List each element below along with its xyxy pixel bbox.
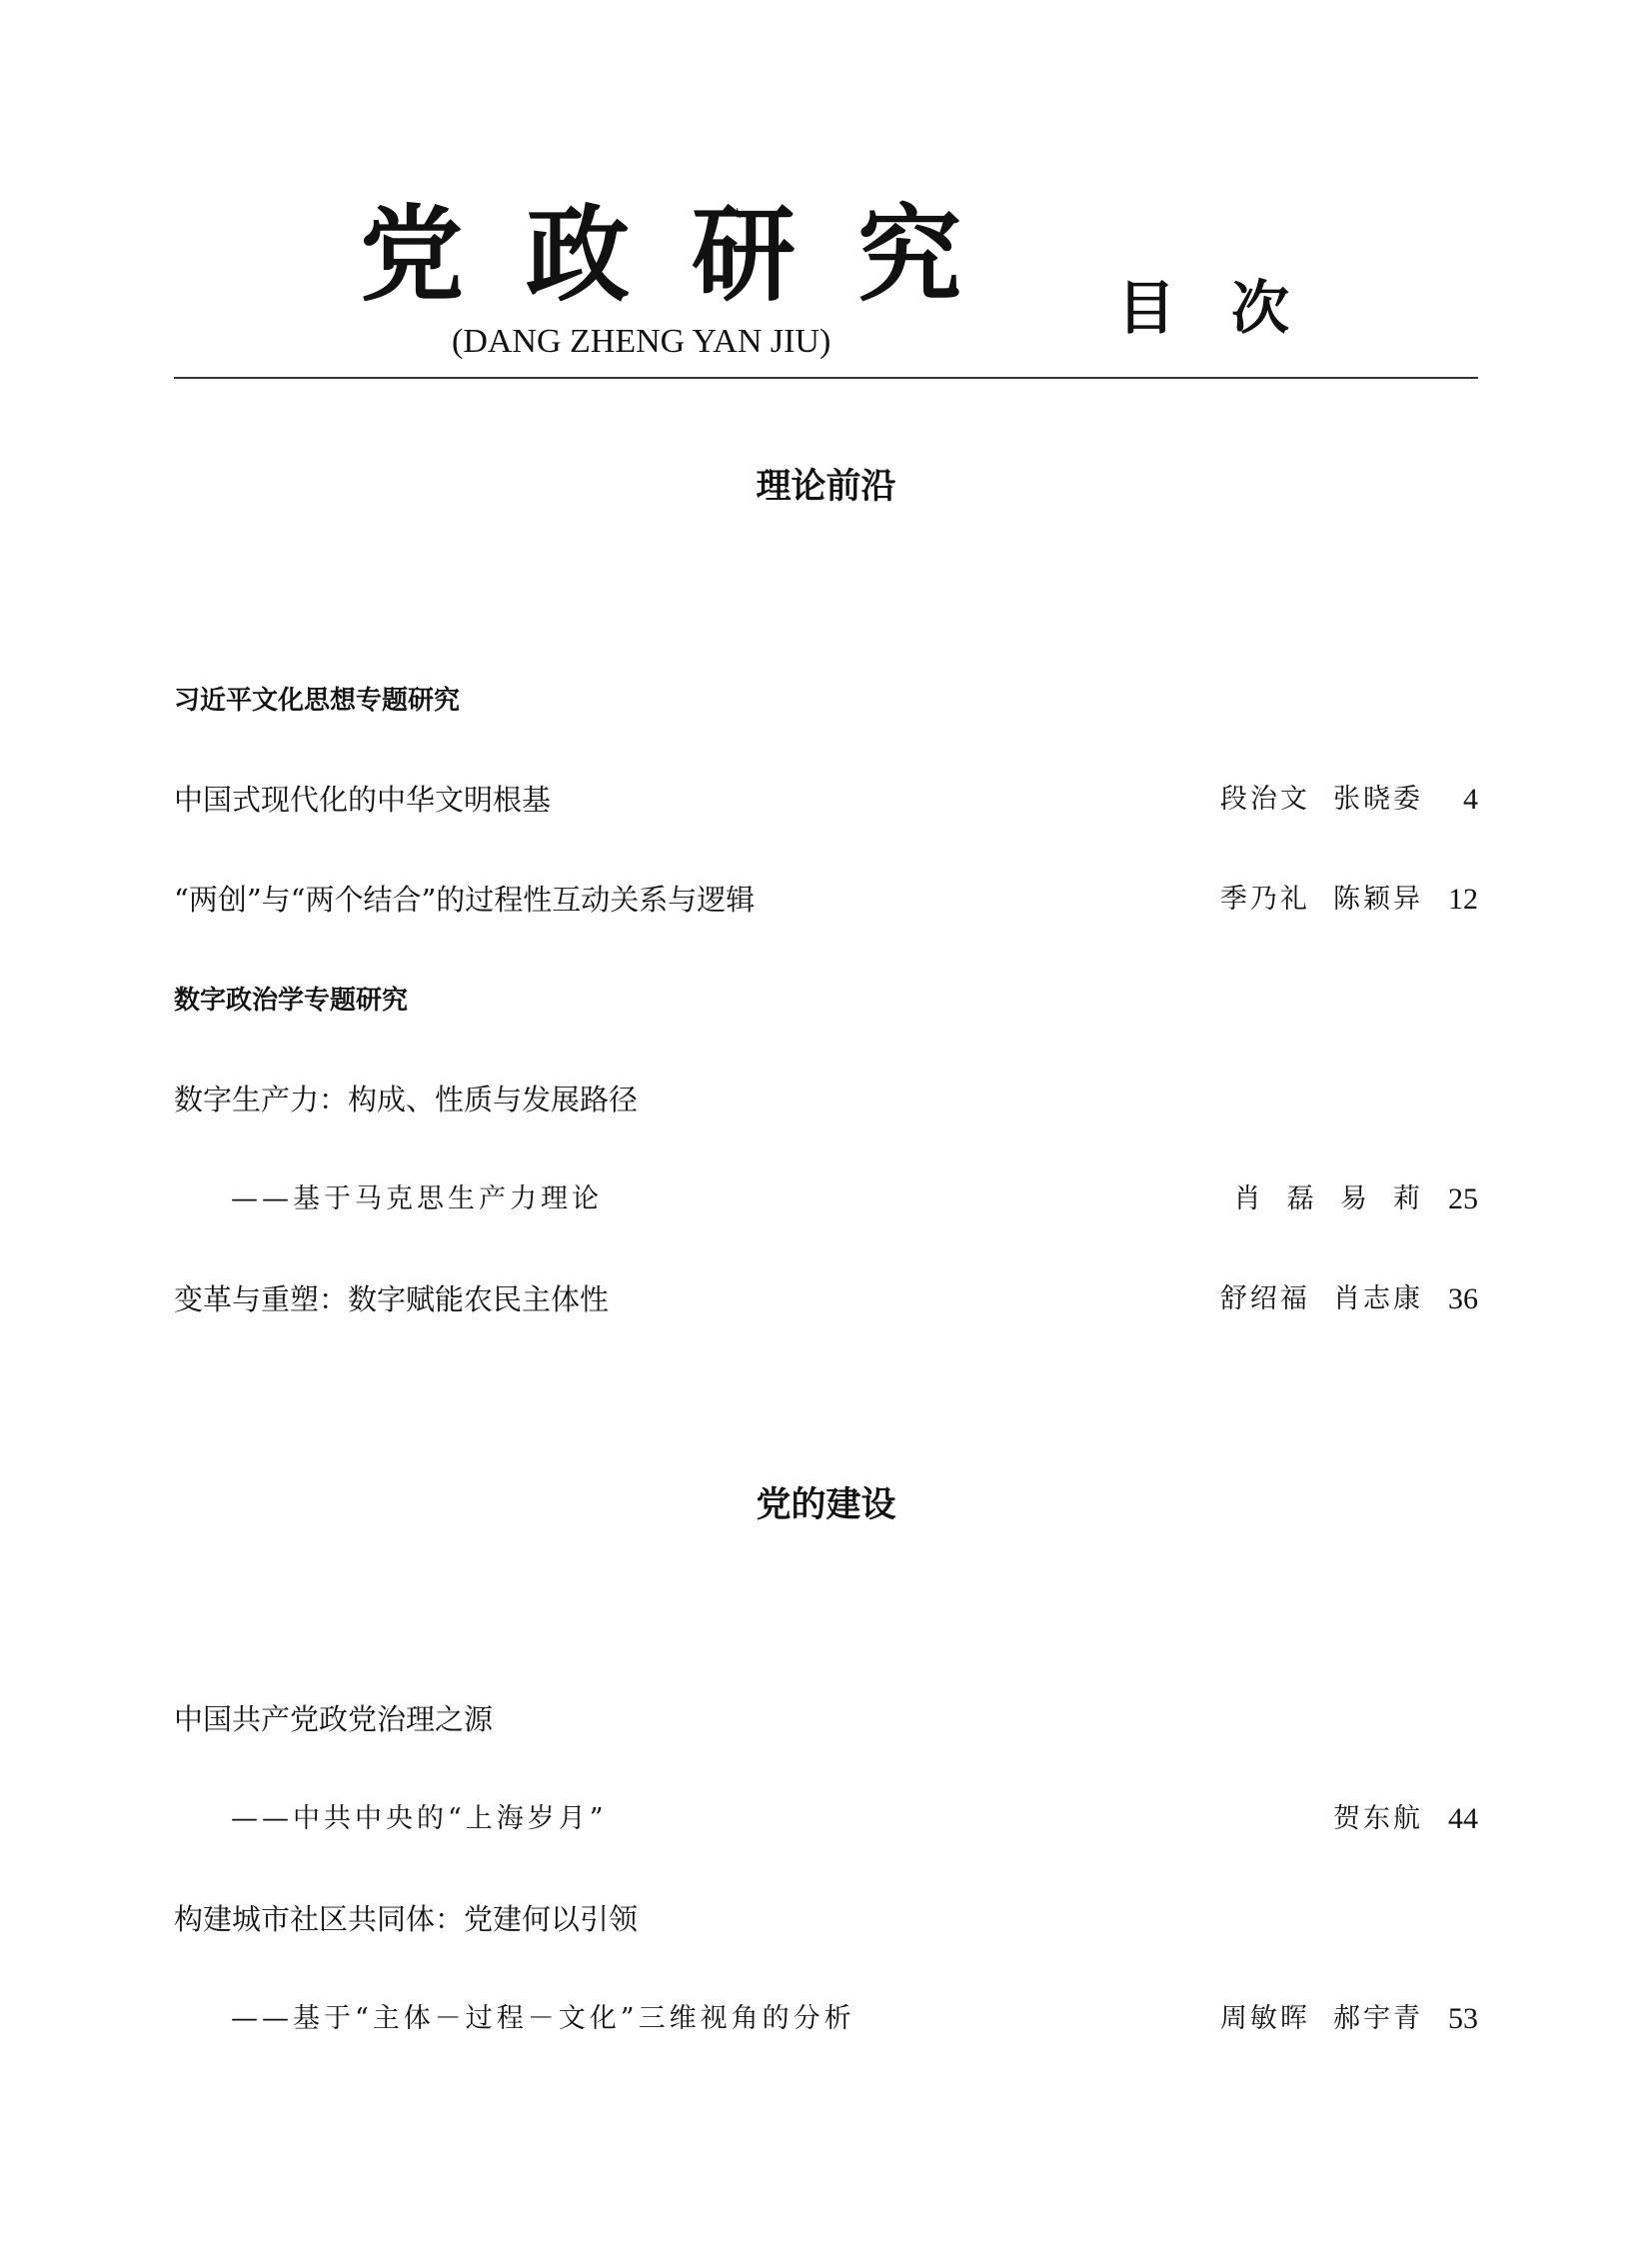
subsection-heading-digital: 数字政治学专题研究 [174,986,409,1016]
article-title[interactable]: 构建城市社区共同体：党建何以引领 [174,1902,639,1936]
subsection-heading-culture: 习近平文化思想专题研究 [174,686,461,716]
toc-entry-subtitle-line[interactable] [174,1999,1478,2039]
toc-entry[interactable] [174,1899,1478,1939]
journal-pinyin: (DANG ZHENG YAN JIU) [452,323,831,360]
article-authors: 段治文 张晓委 [1219,784,1423,815]
article-subtitle[interactable]: ——基于“主体－过程－文化”三维视角的分析 [231,2003,855,2034]
article-title[interactable]: 数字生产力：构成、性质与发展路径 [174,1083,639,1117]
page-number: 4 [1463,783,1478,816]
page-number: 12 [1448,883,1478,916]
article-title[interactable]: “两创”与“两个结合”的过程性互动关系与逻辑 [174,883,756,917]
article-subtitle[interactable]: ——基于马克思生产力理论 [231,1183,603,1214]
article-authors: 贺东航 [1333,1803,1423,1834]
journal-title: 党政研究 [360,193,1024,316]
toc-entry[interactable] [174,780,1478,820]
article-authors: 肖 磊 易 莉 [1233,1183,1423,1214]
toc-entry-subtitle-line[interactable] [174,1179,1478,1219]
toc-entry[interactable] [174,1279,1478,1319]
toc-label: 目次 [1117,274,1346,342]
article-subtitle[interactable]: ——中共中央的“上海岁月” [231,1803,608,1834]
toc-entry-subtitle-line[interactable] [174,1799,1478,1839]
article-title[interactable]: 中国共产党政党治理之源 [174,1702,494,1736]
article-title[interactable]: 变革与重塑：数字赋能农民主体性 [174,1282,610,1316]
section-heading-theory: 理论前沿 [756,467,896,507]
toc-entry[interactable] [174,880,1478,920]
page-number: 44 [1448,1802,1478,1835]
page-number: 36 [1448,1282,1478,1315]
page-number: 25 [1448,1182,1478,1215]
article-authors: 舒绍福 肖志康 [1219,1283,1423,1314]
header-divider [174,377,1478,379]
toc-entry[interactable] [174,1699,1478,1739]
toc-entry[interactable] [174,1080,1478,1120]
article-authors: 周敏晖 郝宇青 [1219,2003,1423,2034]
article-title[interactable]: 中国式现代化的中华文明根基 [174,783,552,817]
article-authors: 季乃礼 陈颖异 [1219,884,1423,915]
section-heading-party-building: 党的建设 [756,1485,896,1525]
page-number: 53 [1448,2002,1478,2035]
masthead [0,0,1652,400]
